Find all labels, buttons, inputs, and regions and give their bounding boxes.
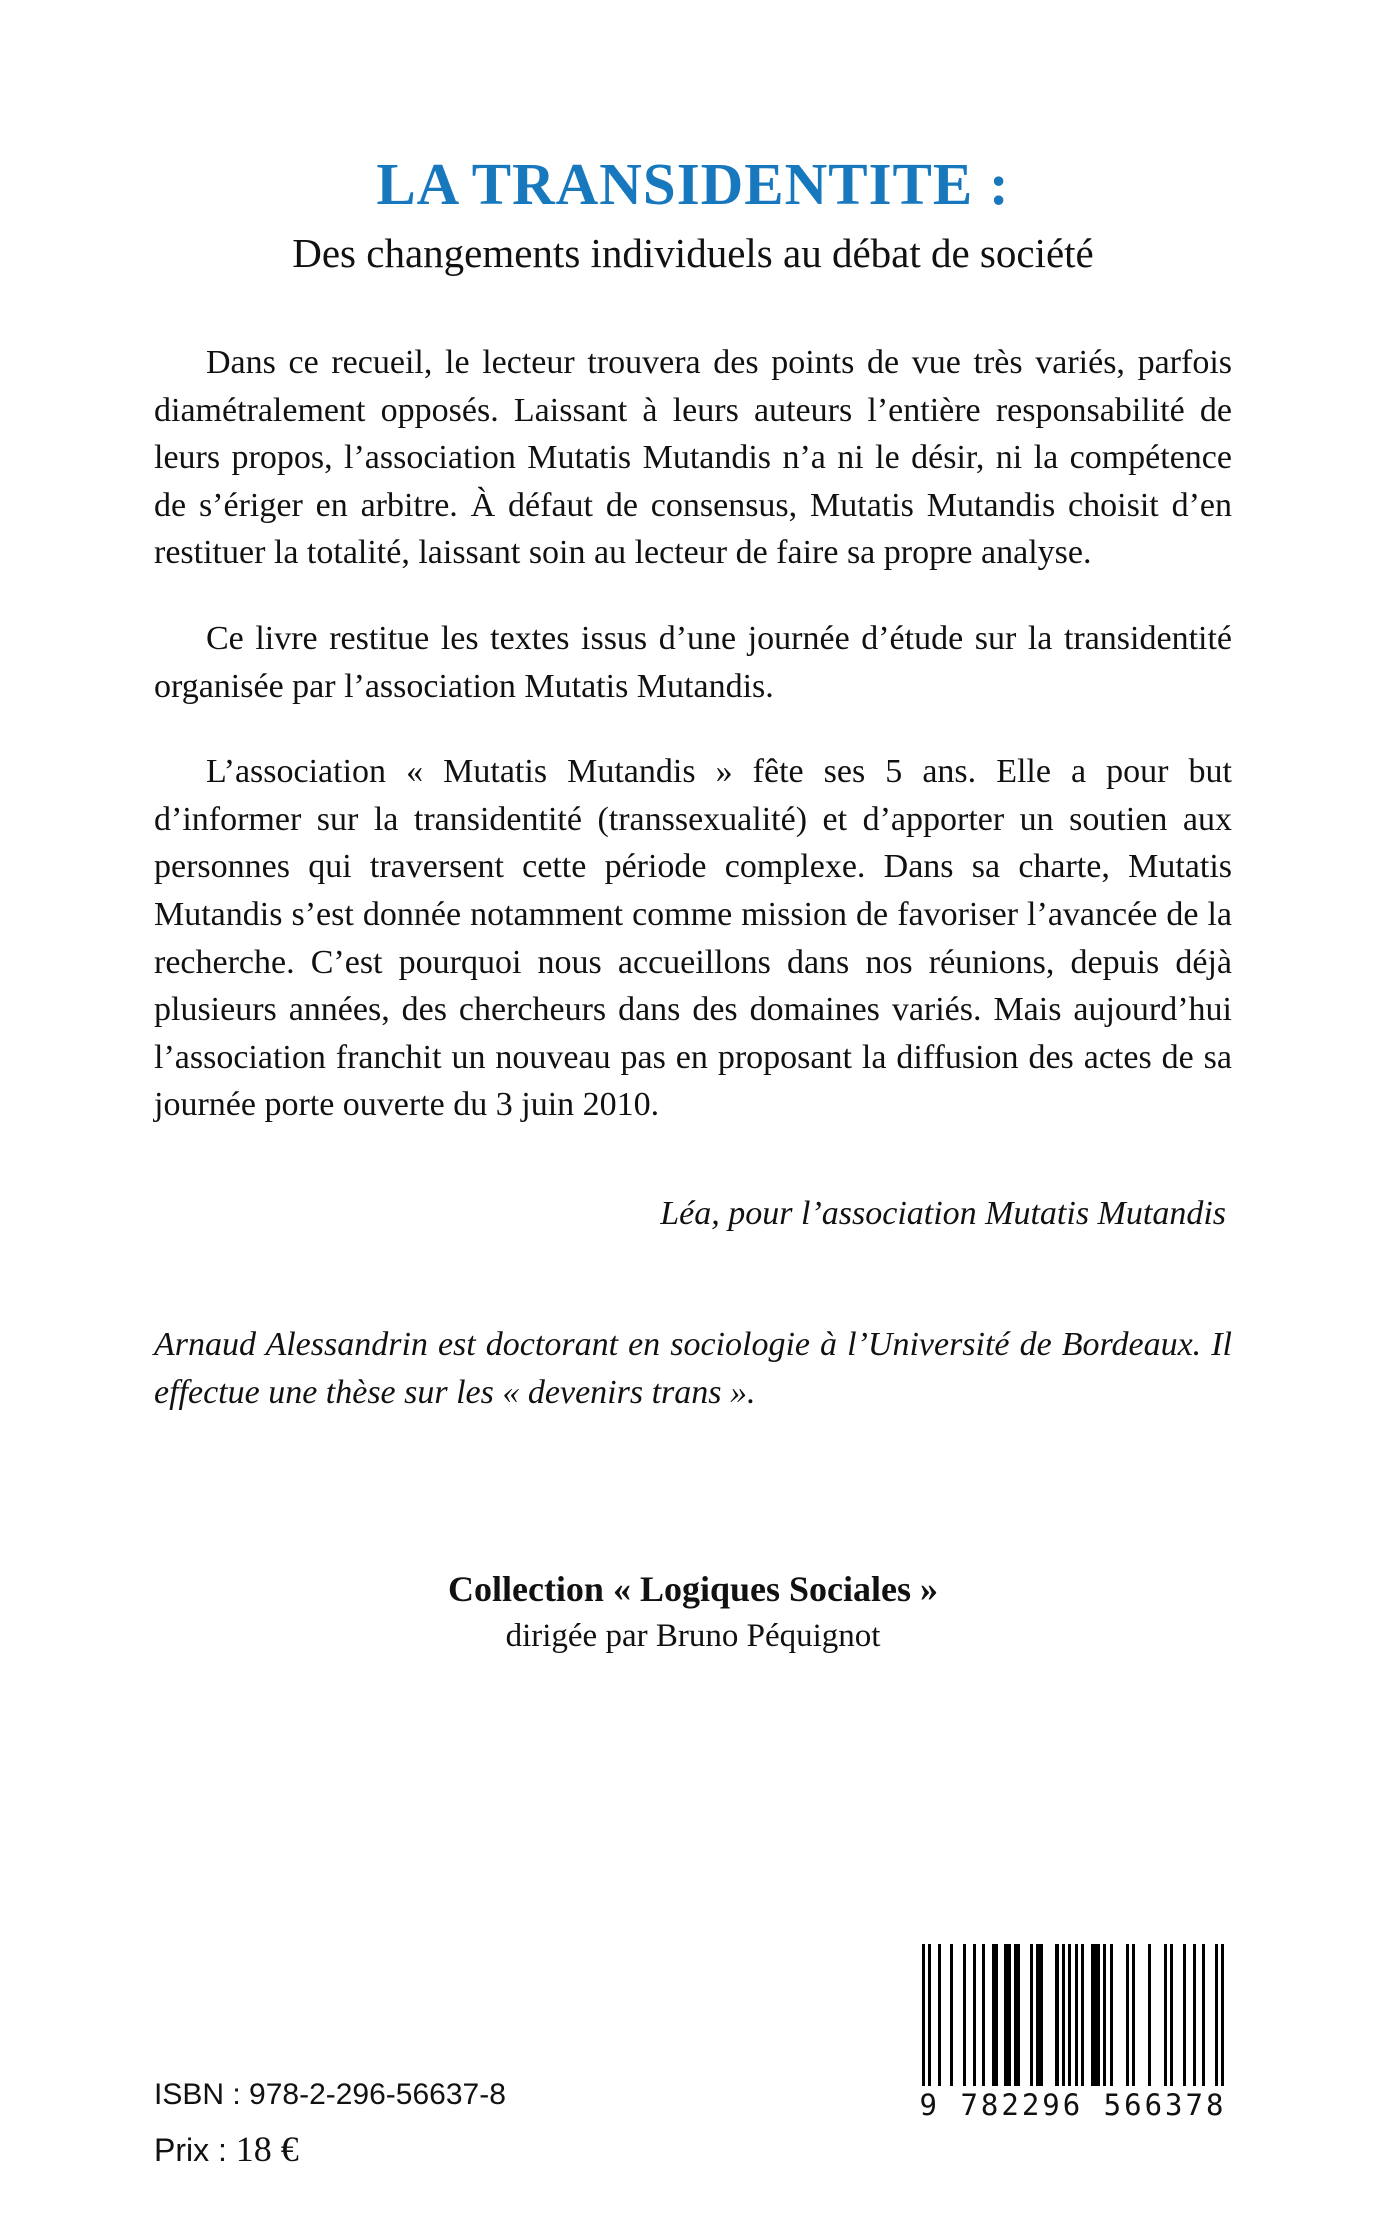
collection-director: dirigée par Bruno Péquignot bbox=[505, 1618, 881, 1655]
synopsis-paragraph: Dans ce recueil, le lecteur trouvera des points de vue très variés, parfois diamétralement opposés. Laissant à leurs auteurs l’entière responsabilité de leurs propos, l’association Mutatis Mutandis n’a ni le désir, ni la compétence de s’ériger en arbitre. À défaut de consensus, Mutatis Mutandis choisit d’en restituer la totalité, laissant soin au lecteur de faire sa propre analyse. bbox=[154, 344, 1232, 572]
price-value: 18 € bbox=[235, 2129, 299, 2169]
collection-name: Collection « Logiques Sociales » bbox=[447, 1569, 938, 1610]
synopsis-paragraph: Ce livre restitue les textes issus d’une journée d’étude sur la transidentité organisée par l’association Mutatis Mutandis. bbox=[154, 619, 1232, 705]
book-subtitle: Des changements individuels au débat de société bbox=[292, 230, 1094, 276]
barcode-digits: 9 782296 566378 bbox=[919, 2088, 1227, 2122]
author-bio: Arnaud Alessandrin est doctorant en sociologie à l’Université de Bordeaux. Il effectue une thèse sur les « devenirs trans ». bbox=[154, 1325, 1232, 1411]
signature-line: Léa, pour l’association Mutatis Mutandis bbox=[660, 1194, 1226, 1232]
isbn-text: ISBN : 978-2-296-56637-8 bbox=[154, 2078, 506, 2111]
barcode bbox=[917, 1944, 1229, 2122]
synopsis bbox=[154, 339, 1232, 1129]
collection-block bbox=[154, 1568, 1232, 1655]
book-title: LA TRANSIDENTITE : bbox=[376, 151, 1010, 217]
content-column bbox=[154, 150, 1232, 1655]
synopsis-paragraph: L’association « Mutatis Mutandis » fête ses 5 ans. Elle a pour but d’informer sur la transidentité (transsexualité) et d’apporter un soutien aux personnes qui traversent cette période complexe. Dans sa charte, Mutatis Mutandis s’est donnée notamment comme mission de favoriser l’avancée de la recherche. C’est pourquoi nous accueillons dans nos réunions, depuis déjà plusieurs années, des chercheurs dans des domaines variés. Mais aujourd’hui l’association franchit un nouveau pas en proposant la diffusion des actes de sa journée porte ouverte du 3 juin 2010. bbox=[154, 753, 1232, 1124]
price-line bbox=[154, 2128, 299, 2170]
price-label: Prix : bbox=[154, 2132, 227, 2168]
barcode-bars bbox=[917, 1944, 1229, 2086]
